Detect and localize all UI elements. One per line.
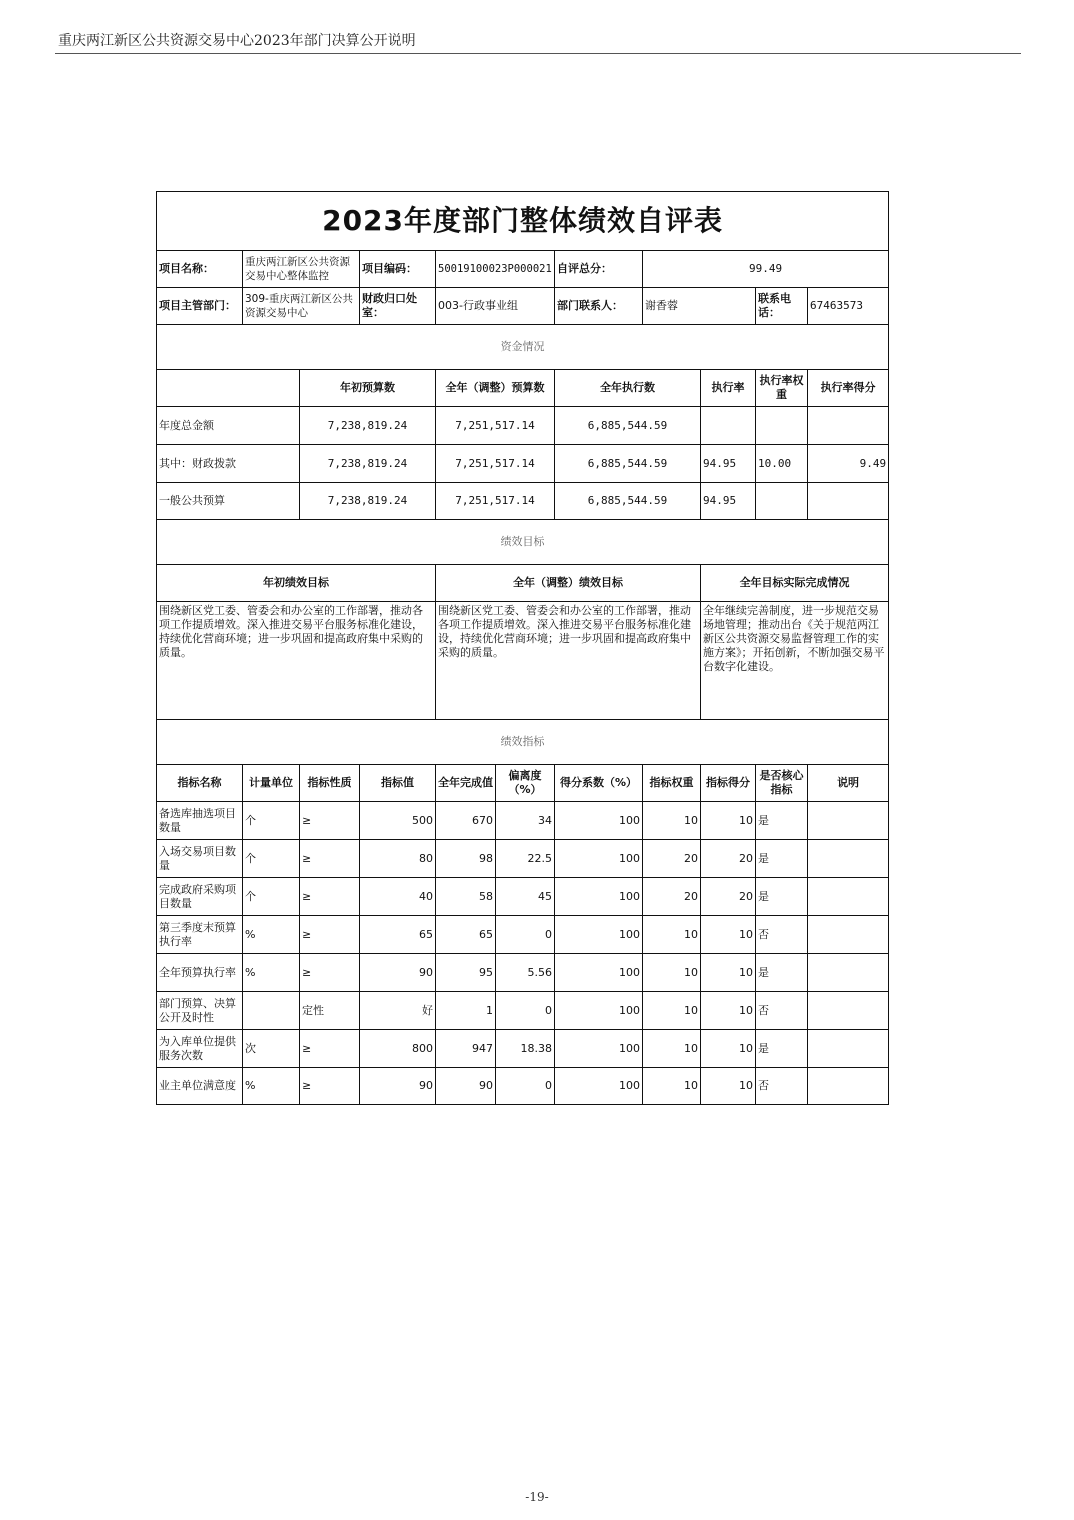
indicator-nature: ≥ xyxy=(300,802,360,840)
indicator-completed: 1 xyxy=(436,992,496,1030)
indicator-score: 20 xyxy=(701,878,756,916)
indicator-row xyxy=(157,840,889,878)
indicator-unit: 个 xyxy=(243,840,300,878)
goals-adjusted-text: 围绕新区党工委、管委会和办公室的工作部署，推动各项工作提质增效。深入推进交易平台服务标准化建设，持续优化营商环境；进一步巩固和提高政府集中采购的质量。 xyxy=(436,602,701,720)
indicator-nature: ≥ xyxy=(300,1030,360,1068)
funds-header-score: 执行率得分 xyxy=(808,370,889,407)
indicator-nature: ≥ xyxy=(300,954,360,992)
indicator-header-target: 指标值 xyxy=(360,765,436,802)
indicator-target: 90 xyxy=(360,1068,436,1105)
indicator-weight: 10 xyxy=(643,916,701,954)
indicator-target: 好 xyxy=(360,992,436,1030)
contact-value: 谢香蓉 xyxy=(643,288,756,325)
indicator-completed: 65 xyxy=(436,916,496,954)
funds-cell xyxy=(808,407,889,445)
goals-actual-text: 全年继续完善制度，进一步规范交易场地管理；推动出台《关于规范两江新区公共资源交易监督管理工作的实施方案》；开拓创新，不断加强交易平台数字化建设。 xyxy=(701,602,889,720)
indicator-target: 500 xyxy=(360,802,436,840)
project-code-value: 50019100023P000021 xyxy=(436,251,555,288)
indicator-row xyxy=(157,1030,889,1068)
indicator-core: 是 xyxy=(756,802,808,840)
dept-label: 项目主管部门： xyxy=(157,288,243,325)
indicator-header-note: 说明 xyxy=(808,765,889,802)
goals-header-initial: 年初绩效目标 xyxy=(157,565,436,602)
indicator-core: 是 xyxy=(756,840,808,878)
indicator-core: 是 xyxy=(756,954,808,992)
indicator-nature: ≥ xyxy=(300,1068,360,1105)
indicator-header-core: 是否核心指标 xyxy=(756,765,808,802)
indicator-coefficient: 100 xyxy=(555,916,643,954)
indicator-unit: % xyxy=(243,916,300,954)
indicator-core: 否 xyxy=(756,992,808,1030)
indicator-row xyxy=(157,878,889,916)
indicator-nature: 定性 xyxy=(300,992,360,1030)
indicator-unit: 个 xyxy=(243,802,300,840)
indicator-note xyxy=(808,1030,889,1068)
indicator-coefficient: 100 xyxy=(555,1030,643,1068)
indicator-target: 800 xyxy=(360,1030,436,1068)
funds-header-adjusted: 全年（调整）预算数 xyxy=(436,370,555,407)
indicator-score: 10 xyxy=(701,954,756,992)
indicator-score: 10 xyxy=(701,1068,756,1105)
goals-initial-text: 围绕新区党工委、管委会和办公室的工作部署，推动各项工作提质增效。深入推进交易平台服务标准化建设，持续优化营商环境；进一步巩固和提高政府集中采购的质量。 xyxy=(157,602,436,720)
indicator-name: 备选库抽选项目数量 xyxy=(157,802,243,840)
table-title: 2023年度部门整体绩效自评表 xyxy=(157,192,889,251)
indicator-score: 10 xyxy=(701,1030,756,1068)
indicator-unit: 次 xyxy=(243,1030,300,1068)
indicator-name: 完成政府采购项目数量 xyxy=(157,878,243,916)
indicator-row xyxy=(157,916,889,954)
indicator-name: 第三季度末预算执行率 xyxy=(157,916,243,954)
score-value: 99.49 xyxy=(643,251,889,288)
indicator-note xyxy=(808,802,889,840)
funds-row-label: 其中：财政拨款 xyxy=(157,445,300,483)
funds-cell xyxy=(756,483,808,520)
funds-cell xyxy=(756,407,808,445)
funds-cell xyxy=(701,407,756,445)
performance-evaluation-table xyxy=(156,191,889,1105)
funds-cell: 7,251,517.14 xyxy=(436,407,555,445)
indicator-completed: 98 xyxy=(436,840,496,878)
funds-header-executed: 全年执行数 xyxy=(555,370,701,407)
indicator-completed: 947 xyxy=(436,1030,496,1068)
indicator-name: 为入库单位提供服务次数 xyxy=(157,1030,243,1068)
indicator-core: 是 xyxy=(756,1030,808,1068)
indicator-row xyxy=(157,992,889,1030)
funds-section-label: 资金情况 xyxy=(157,325,889,370)
funds-row xyxy=(157,445,889,483)
funds-row-label: 一般公共预算 xyxy=(157,483,300,520)
indicator-deviation: 22.5 xyxy=(496,840,555,878)
funds-cell: 94.95 xyxy=(701,445,756,483)
funds-header-weight: 执行率权重 xyxy=(756,370,808,407)
indicator-name: 部门预算、决算公开及时性 xyxy=(157,992,243,1030)
indicator-header-nature: 指标性质 xyxy=(300,765,360,802)
contact-label: 部门联系人： xyxy=(555,288,643,325)
project-name-value: 重庆两江新区公共资源交易中心整体监控 xyxy=(243,251,360,288)
indicator-header-score: 指标得分 xyxy=(701,765,756,802)
funds-cell: 7,238,819.24 xyxy=(300,445,436,483)
indicator-target: 90 xyxy=(360,954,436,992)
indicator-coefficient: 100 xyxy=(555,954,643,992)
indicator-score: 10 xyxy=(701,992,756,1030)
page-number: -19- xyxy=(525,1490,549,1504)
page-header: 重庆两江新区公共资源交易中心2023年部门决算公开说明 xyxy=(58,33,416,49)
indicator-coefficient: 100 xyxy=(555,840,643,878)
indicator-unit: 个 xyxy=(243,878,300,916)
indicator-coefficient: 100 xyxy=(555,1068,643,1105)
funds-row-label: 年度总金额 xyxy=(157,407,300,445)
funds-header-rate: 执行率 xyxy=(701,370,756,407)
goals-header-adjusted: 全年（调整）绩效目标 xyxy=(436,565,701,602)
funds-cell: 94.95 xyxy=(701,483,756,520)
indicator-score: 10 xyxy=(701,802,756,840)
indicator-nature: ≥ xyxy=(300,878,360,916)
indicator-deviation: 45 xyxy=(496,878,555,916)
funds-cell: 6,885,544.59 xyxy=(555,445,701,483)
project-name-label: 项目名称： xyxy=(157,251,243,288)
funds-cell: 6,885,544.59 xyxy=(555,483,701,520)
indicator-row xyxy=(157,1068,889,1105)
indicator-weight: 20 xyxy=(643,840,701,878)
funds-cell: 7,238,819.24 xyxy=(300,407,436,445)
indicator-note xyxy=(808,992,889,1030)
finance-label: 财政归口处室： xyxy=(360,288,436,325)
indicator-note xyxy=(808,916,889,954)
phone-value: 67463573 xyxy=(808,288,889,325)
indicator-row xyxy=(157,802,889,840)
indicator-weight: 10 xyxy=(643,1030,701,1068)
indicator-score: 20 xyxy=(701,840,756,878)
indicator-weight: 20 xyxy=(643,878,701,916)
funds-header-initial: 年初预算数 xyxy=(300,370,436,407)
indicator-target: 40 xyxy=(360,878,436,916)
indicator-weight: 10 xyxy=(643,1068,701,1105)
indicator-score: 10 xyxy=(701,916,756,954)
goals-header-actual: 全年目标实际完成情况 xyxy=(701,565,889,602)
indicator-weight: 10 xyxy=(643,992,701,1030)
finance-value: 003-行政事业组 xyxy=(436,288,555,325)
indicator-unit xyxy=(243,992,300,1030)
funds-cell: 10.00 xyxy=(756,445,808,483)
indicator-coefficient: 100 xyxy=(555,878,643,916)
indicator-completed: 670 xyxy=(436,802,496,840)
indicator-target: 80 xyxy=(360,840,436,878)
indicator-core: 否 xyxy=(756,1068,808,1105)
indicators-section-label: 绩效指标 xyxy=(157,720,889,765)
indicator-note xyxy=(808,840,889,878)
indicator-header-weight: 指标权重 xyxy=(643,765,701,802)
indicator-deviation: 5.56 xyxy=(496,954,555,992)
indicator-header-completed: 全年完成值 xyxy=(436,765,496,802)
indicator-deviation: 34 xyxy=(496,802,555,840)
score-label: 自评总分： xyxy=(555,251,643,288)
funds-cell xyxy=(808,483,889,520)
funds-cell: 7,251,517.14 xyxy=(436,445,555,483)
funds-cell: 9.49 xyxy=(808,445,889,483)
indicator-deviation: 0 xyxy=(496,1068,555,1105)
indicator-core: 是 xyxy=(756,878,808,916)
indicator-coefficient: 100 xyxy=(555,992,643,1030)
funds-row xyxy=(157,483,889,520)
funds-cell: 6,885,544.59 xyxy=(555,407,701,445)
indicator-header-coefficient: 得分系数（%） xyxy=(555,765,643,802)
indicator-target: 65 xyxy=(360,916,436,954)
indicator-core: 否 xyxy=(756,916,808,954)
indicator-completed: 90 xyxy=(436,1068,496,1105)
indicator-header-deviation: 偏离度（%） xyxy=(496,765,555,802)
dept-value: 309-重庆两江新区公共资源交易中心 xyxy=(243,288,360,325)
indicator-note xyxy=(808,1068,889,1105)
funds-cell: 7,251,517.14 xyxy=(436,483,555,520)
indicator-row xyxy=(157,954,889,992)
indicator-deviation: 0 xyxy=(496,992,555,1030)
indicator-name: 全年预算执行率 xyxy=(157,954,243,992)
indicator-header-name: 指标名称 xyxy=(157,765,243,802)
goals-section-label: 绩效目标 xyxy=(157,520,889,565)
funds-row xyxy=(157,407,889,445)
funds-header-blank xyxy=(157,370,300,407)
indicator-coefficient: 100 xyxy=(555,802,643,840)
phone-label: 联系电话： xyxy=(756,288,808,325)
project-code-label: 项目编码： xyxy=(360,251,436,288)
header-rule xyxy=(55,53,1021,54)
indicator-header-unit: 计量单位 xyxy=(243,765,300,802)
indicator-deviation: 18.38 xyxy=(496,1030,555,1068)
funds-cell: 7,238,819.24 xyxy=(300,483,436,520)
indicator-completed: 58 xyxy=(436,878,496,916)
indicator-note xyxy=(808,954,889,992)
indicator-name: 业主单位满意度 xyxy=(157,1068,243,1105)
indicator-name: 入场交易项目数量 xyxy=(157,840,243,878)
indicator-unit: % xyxy=(243,954,300,992)
indicator-deviation: 0 xyxy=(496,916,555,954)
indicator-weight: 10 xyxy=(643,954,701,992)
indicator-nature: ≥ xyxy=(300,916,360,954)
indicator-nature: ≥ xyxy=(300,840,360,878)
indicator-weight: 10 xyxy=(643,802,701,840)
indicator-note xyxy=(808,878,889,916)
indicator-unit: % xyxy=(243,1068,300,1105)
indicator-completed: 95 xyxy=(436,954,496,992)
